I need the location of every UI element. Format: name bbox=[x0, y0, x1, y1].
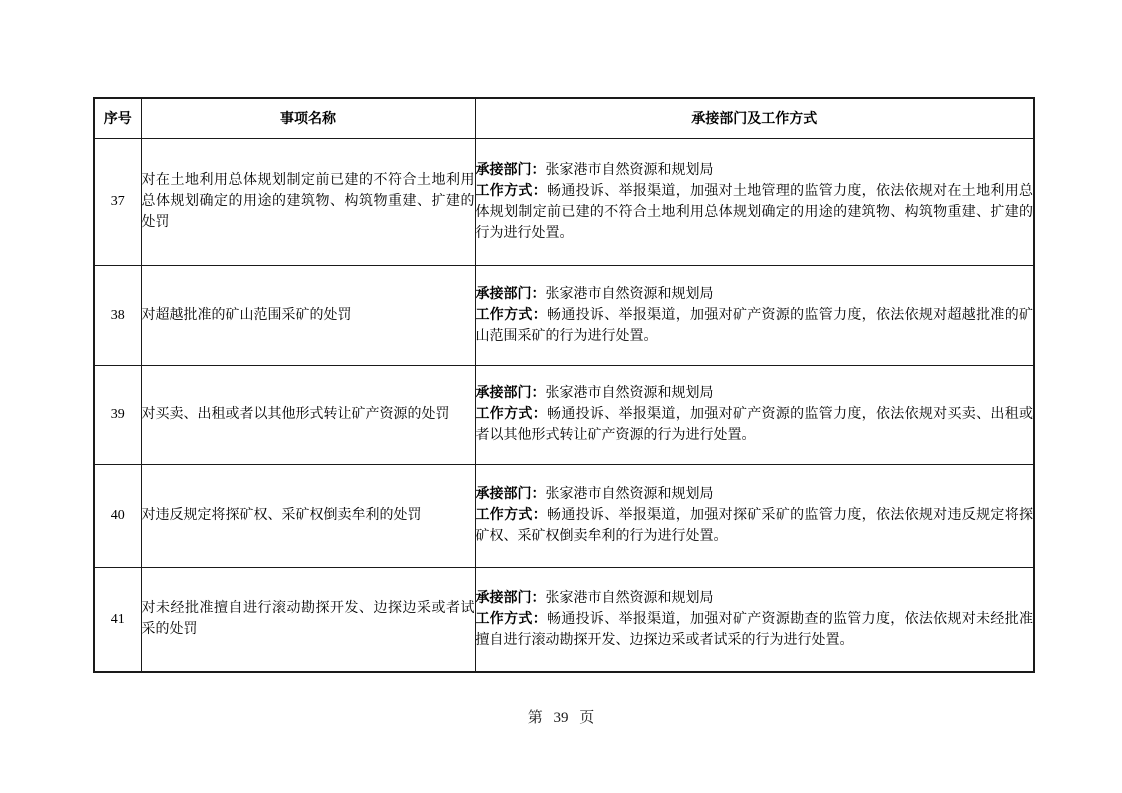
department-label: 承接部门： bbox=[475, 487, 546, 502]
method-value: 畅通投诉、举报渠道，加强对矿产资源的监管力度，依法依规对买卖、出租或者以其他形式转让矿产资源的行为进行处置。 bbox=[475, 407, 1034, 443]
detail-block bbox=[476, 383, 1034, 446]
item-name: 对违反规定将探矿权、采矿权倒卖牟利的处罚 bbox=[141, 464, 475, 567]
row-number: 40 bbox=[94, 464, 141, 567]
table-row bbox=[94, 464, 1034, 567]
method-line bbox=[476, 305, 1034, 347]
table-header-row bbox=[94, 98, 1034, 138]
department-line bbox=[476, 484, 1034, 505]
method-value: 畅通投诉、举报渠道，加强对土地管理的监管力度，依法依规对在土地利用总体规划制定前已建的不符合土地利用总体规划确定的用途的建筑物、构筑物重建、扩建的行为进行处置。 bbox=[475, 183, 1034, 241]
method-line bbox=[476, 505, 1034, 547]
method-label: 工作方式： bbox=[475, 183, 548, 199]
item-name: 对在土地利用总体规划制定前已建的不符合土地利用总体规划确定的用途的建筑物、构筑物重建、扩建的处罚 bbox=[141, 138, 475, 265]
items-table-container bbox=[93, 97, 1033, 673]
column-header-department-method: 承接部门及工作方式 bbox=[475, 98, 1034, 138]
item-department-method bbox=[475, 265, 1034, 365]
department-label: 承接部门： bbox=[475, 162, 546, 178]
detail-block bbox=[476, 284, 1034, 347]
row-number: 41 bbox=[94, 567, 141, 672]
department-value: 张家港市自然资源和规划局 bbox=[545, 286, 714, 302]
detail-block bbox=[476, 588, 1034, 651]
row-number: 37 bbox=[94, 138, 141, 265]
item-department-method bbox=[475, 138, 1034, 265]
table-row bbox=[94, 265, 1034, 365]
method-label: 工作方式： bbox=[475, 508, 548, 523]
row-number: 38 bbox=[94, 265, 141, 365]
column-header-no: 序号 bbox=[94, 98, 141, 138]
department-value: 张家港市自然资源和规划局 bbox=[545, 386, 714, 401]
department-label: 承接部门： bbox=[475, 286, 546, 302]
items-table bbox=[93, 97, 1035, 673]
department-value: 张家港市自然资源和规划局 bbox=[545, 487, 714, 502]
row-number: 39 bbox=[94, 365, 141, 464]
method-value: 畅通投诉、举报渠道，加强对探矿采矿的监管力度，依法依规对违反规定将探矿权、采矿权倒卖牟利的行为进行处置。 bbox=[475, 508, 1034, 544]
method-value: 畅通投诉、举报渠道，加强对矿产资源的监管力度，依法依规对超越批准的矿山范围采矿的行为进行处置。 bbox=[475, 307, 1034, 344]
page-number: 第 39 页 bbox=[527, 710, 595, 726]
method-label: 工作方式： bbox=[475, 611, 548, 627]
department-value: 张家港市自然资源和规划局 bbox=[545, 590, 714, 606]
department-label: 承接部门： bbox=[475, 590, 546, 606]
method-value: 畅通投诉、举报渠道，加强对矿产资源勘查的监管力度，依法依规对未经批准擅自进行滚动勘探开发、边探边采或者试采的行为进行处置。 bbox=[475, 611, 1034, 648]
item-name: 对买卖、出租或者以其他形式转让矿产资源的处罚 bbox=[141, 365, 475, 464]
item-department-method bbox=[475, 567, 1034, 672]
item-name: 对超越批准的矿山范围采矿的处罚 bbox=[141, 265, 475, 365]
item-department-method bbox=[475, 365, 1034, 464]
method-label: 工作方式： bbox=[475, 307, 548, 323]
method-line bbox=[476, 404, 1034, 446]
table-row bbox=[94, 138, 1034, 265]
item-department-method bbox=[475, 464, 1034, 567]
column-header-item-name: 事项名称 bbox=[141, 98, 475, 138]
detail-block bbox=[476, 160, 1034, 244]
item-name: 对未经批准擅自进行滚动勘探开发、边探边采或者试采的处罚 bbox=[141, 567, 475, 672]
department-line bbox=[476, 284, 1034, 305]
department-label: 承接部门： bbox=[475, 386, 546, 401]
department-value: 张家港市自然资源和规划局 bbox=[545, 162, 714, 178]
table-row bbox=[94, 365, 1034, 464]
method-line bbox=[476, 181, 1034, 244]
table-row bbox=[94, 567, 1034, 672]
department-line bbox=[476, 588, 1034, 609]
detail-block bbox=[476, 484, 1034, 547]
department-line bbox=[476, 160, 1034, 181]
department-line bbox=[476, 383, 1034, 404]
method-label: 工作方式： bbox=[475, 407, 548, 422]
method-line bbox=[476, 609, 1034, 651]
